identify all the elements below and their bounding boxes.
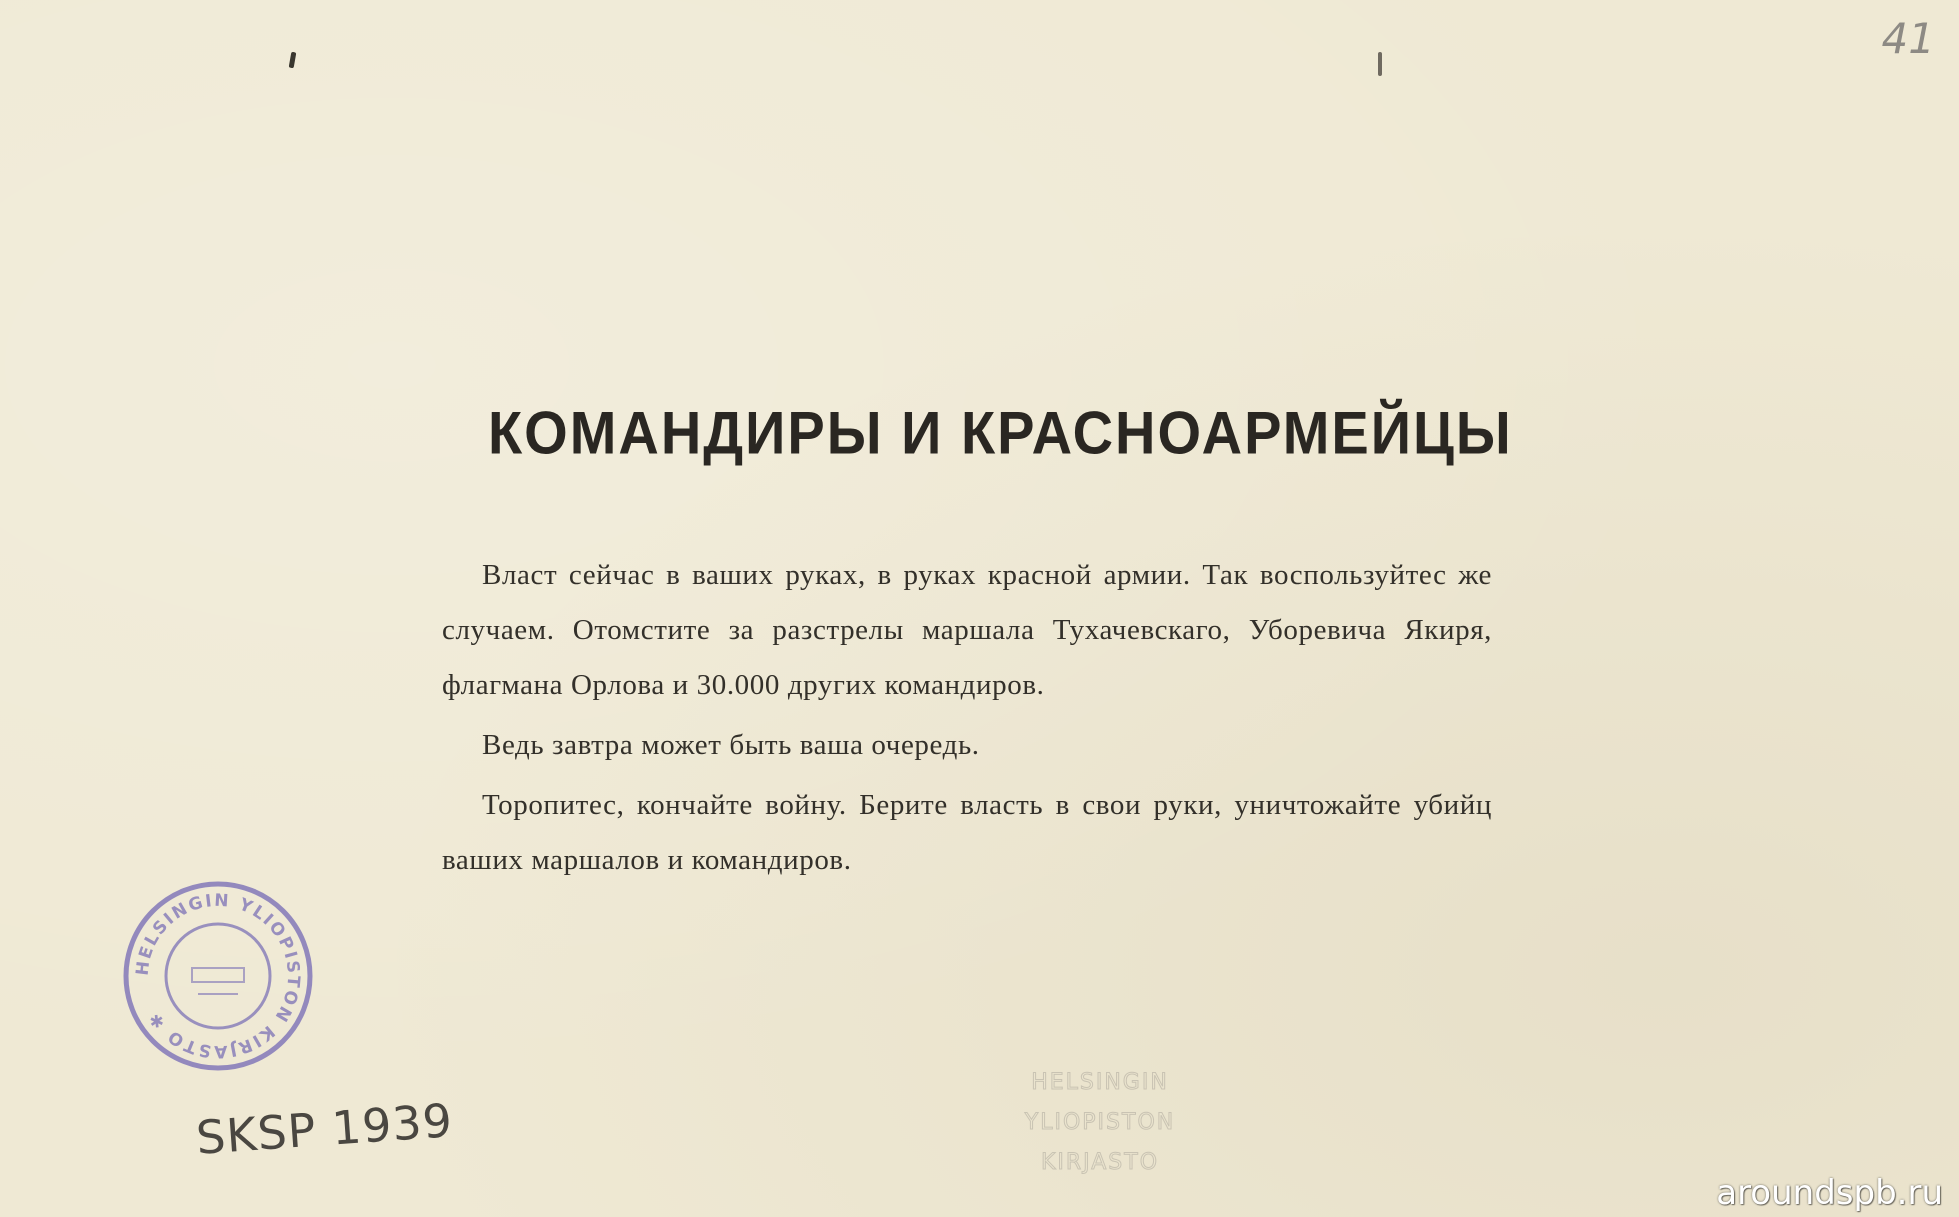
document-title: КОМАНДИРЫ И КРАСНОАРМЕЙЦЫ xyxy=(488,398,1513,467)
library-mark-line: HELSINGIN xyxy=(1031,1070,1169,1095)
library-emboss-mark xyxy=(1010,1063,1190,1183)
paragraph-3: Торопитес, кончайте войну. Берите власть в свои руки, уничтожайте убийц ваших маршалов и командиров. xyxy=(442,789,1492,876)
page-number: 41 xyxy=(1881,14,1935,63)
handwritten-note: SKSP 1939 xyxy=(194,1093,455,1165)
library-mark-line: YLIOPISTON xyxy=(1024,1110,1176,1135)
site-watermark: aroundspb.ru xyxy=(1716,1173,1943,1213)
ink-mark xyxy=(1378,52,1382,76)
ink-mark xyxy=(289,52,297,69)
library-stamp-seal xyxy=(118,876,318,1076)
svg-text:HELSINGIN YLIOPISTON KIRJASTO: HELSINGIN YLIOPISTON KIRJASTO ✱ xyxy=(132,890,304,1062)
paragraph-1: Власт сейчас в ваших руках, в руках красной армии. Так воспользуйтес же случаем. Отомстите за разстрелы маршала Тухачевскаго, Уборевича Якиря, флагмана Орлова и 30.000 других командиров. xyxy=(442,559,1492,701)
document-body xyxy=(442,548,1492,888)
paragraph-2: Ведь завтра может быть ваша очередь. xyxy=(482,729,980,761)
library-mark-line: KIRJASTO xyxy=(1040,1150,1160,1175)
